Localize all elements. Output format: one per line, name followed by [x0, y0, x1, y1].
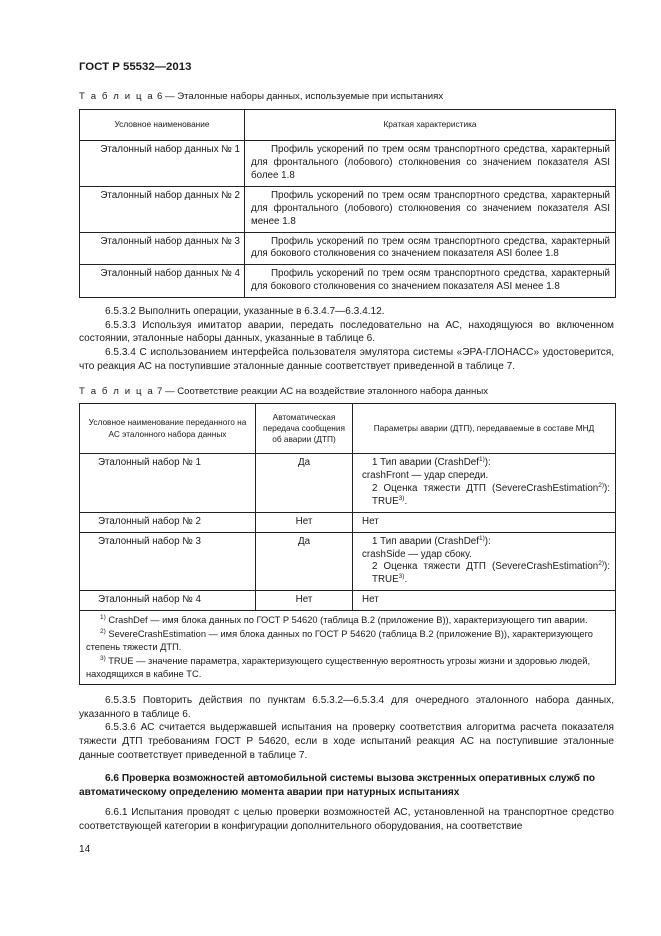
table6-caption — [79, 91, 443, 104]
footnote-2: $^{2)}$ SevereCrashEstimation — имя блока данных по ГОСТ Р 54620 (таблица В.2 (приложение В)), характеризующего степень тяжести ДТП. — [86, 628, 593, 652]
table7-row4-name: Эталонный набор № 4 — [80, 591, 256, 611]
paragraph-6-6-1: 6.6.1 Испытания проводят с целью проверки возможностей АС, установленной на транспортное средство соответствующей категории в конфигурации дополнительного оборудования, на соответствие — [79, 807, 614, 832]
table-row — [80, 454, 616, 513]
table7-row3-auto: Да — [256, 532, 353, 591]
table7-caption-text: 7 — Соответствие реакции АС на воздействие эталонного набора данных — [156, 386, 489, 397]
section-heading-6-6: 6.6 Проверка возможностей автомобильной системы вызова экстренных оперативных служб по автоматическому определению момента аварии при натурных испытаниях — [79, 773, 596, 798]
table7-row3-params: 1 Тип аварии (CrashDef$^{1)}$): crashSide — удар сбоку. 2 Оценка тяжести ДТП (SevereCrashEstimation$^{2)}$): TRUE$^{3)}$. — [353, 532, 616, 591]
table7-row2-name: Эталонный набор № 2 — [80, 512, 256, 532]
table6-row2-desc: Профиль ускорений по трем осям транспортного средства, характерный для фронтального (лобового) столкновения со значением показателя ASI менее 1.8 — [251, 189, 610, 227]
table6-header-desc: Краткая характеристика — [245, 110, 616, 141]
table7-footnotes — [80, 611, 616, 685]
table6-caption-text: 6 — Эталонные наборы данных, используемые при испытаниях — [156, 91, 444, 102]
table6-row2-name: Эталонный набор данных № 2 — [80, 186, 245, 232]
table7-row1-params: 1 Тип аварии (CrashDef$^{1)}$): crashFront — удар спереди. 2 Оценка тяжести ДТП (SevereCrashEstimation$^{2)}$): TRUE$^{3)}$. — [353, 454, 616, 513]
table7-row2-auto: Нет — [256, 512, 353, 532]
table6-row4-desc: Профиль ускорений по трем осям транспортного средства, характерный для бокового столкновения со значением показателя ASI менее 1.8 — [251, 268, 610, 293]
paragraph-6-5-3-2: 6.5.3.2 Выполнить операции, указанные в 6.3.4.7—6.3.4.12. — [105, 306, 385, 317]
table6-header-name: Условное наименование — [80, 110, 245, 141]
footnote-3: $^{3)}$ TRUE — значение параметра, характеризующего существенную вероятность угрозы жизни и здоровью людей, находящихся в кабине ТС. — [86, 654, 591, 679]
table7-header-auto: Автоматическая передача сообщения об аварии (ДТП) — [256, 404, 353, 454]
paragraph-6-5-3-4: 6.5.3.4 С использованием интерфейса пользователя эмулятора системы «ЭРА-ГЛОНАСС» удостоверится, что реакция АС на поступившие эталонные данные соответствует приведенной в таблице 7. — [79, 347, 614, 372]
paragraphs-block-2 — [79, 694, 614, 763]
table7-row3-name: Эталонный набор № 3 — [80, 532, 256, 591]
paragraphs-block-3 — [79, 806, 614, 833]
document-header: ГОСТ Р 55532—2013 — [79, 61, 192, 73]
paragraphs-block-1 — [79, 305, 614, 374]
table7-header-name: Условное наименование переданного на АС эталонного набора данных — [80, 404, 256, 454]
footnote-1: $^{1)}$ CrashDef — имя блока данных по ГОСТ Р 54620 (таблица В.2 (приложение В)), характеризующего тип аварии. — [100, 614, 588, 626]
table7 — [79, 403, 616, 685]
table7-row1-name: Эталонный набор № 1 — [80, 454, 256, 513]
table7-row4-params: Нет — [353, 591, 616, 611]
table7-row4-auto: Нет — [256, 591, 353, 611]
table7-row2-params: Нет — [353, 512, 616, 532]
paragraph-6-5-3-3: 6.5.3.3 Используя имитатор аварии, передать последовательно на АС, находящуюся во включенном состоянии, эталонные наборы данных, указанные в таблице 6. — [79, 319, 614, 345]
table7-caption-prefix: Т а б л и ц а — [79, 386, 155, 397]
table6-row1-name: Эталонный набор данных № 1 — [80, 141, 245, 187]
page-number: 14 — [79, 844, 91, 855]
paragraph-6-5-3-5: 6.5.3.5 Повторить действия по пунктам 6.5.3.2—6.5.3.4 для очередного эталонного набора данных, указанного в таблице 6. — [79, 695, 614, 720]
table-row — [80, 591, 616, 611]
table7-header-params: Параметры аварии (ДТП), передаваемые в составе МНД — [353, 404, 616, 454]
table6-row3-desc: Профиль ускорений по трем осям транспортного средства, характерный для бокового столкновения со значением показателя ASI более 1.8 — [251, 235, 610, 260]
table6-row3-name: Эталонный набор данных № 3 — [80, 232, 245, 265]
table-row — [80, 232, 616, 265]
table-row — [80, 512, 616, 532]
table-row — [80, 265, 616, 298]
table-row — [80, 532, 616, 591]
table6-row1-desc: Профиль ускорений по трем осям транспортного средства, характерный для фронтального (лобового) столкновения со значением показателя ASI более 1.8 — [251, 144, 610, 181]
table7-caption — [79, 386, 488, 399]
paragraph-6-5-3-6: 6.5.3.6 АС считается выдержавшей испытания на проверку соответствия алгоритма расчета показателя тяжести ДТП требованиям ГОСТ Р 54620, если в ходе испытаний реакция АС на поступившие эталонные данные соответствует приведенной в таблице 7. — [79, 722, 614, 761]
table6-row4-name: Эталонный набор данных № 4 — [80, 265, 245, 298]
table6-caption-prefix: Т а б л и ц а — [79, 91, 155, 102]
table7-row1-auto: Да — [256, 454, 353, 513]
table-row — [80, 141, 616, 187]
table-row — [80, 186, 616, 232]
table6 — [79, 109, 616, 298]
